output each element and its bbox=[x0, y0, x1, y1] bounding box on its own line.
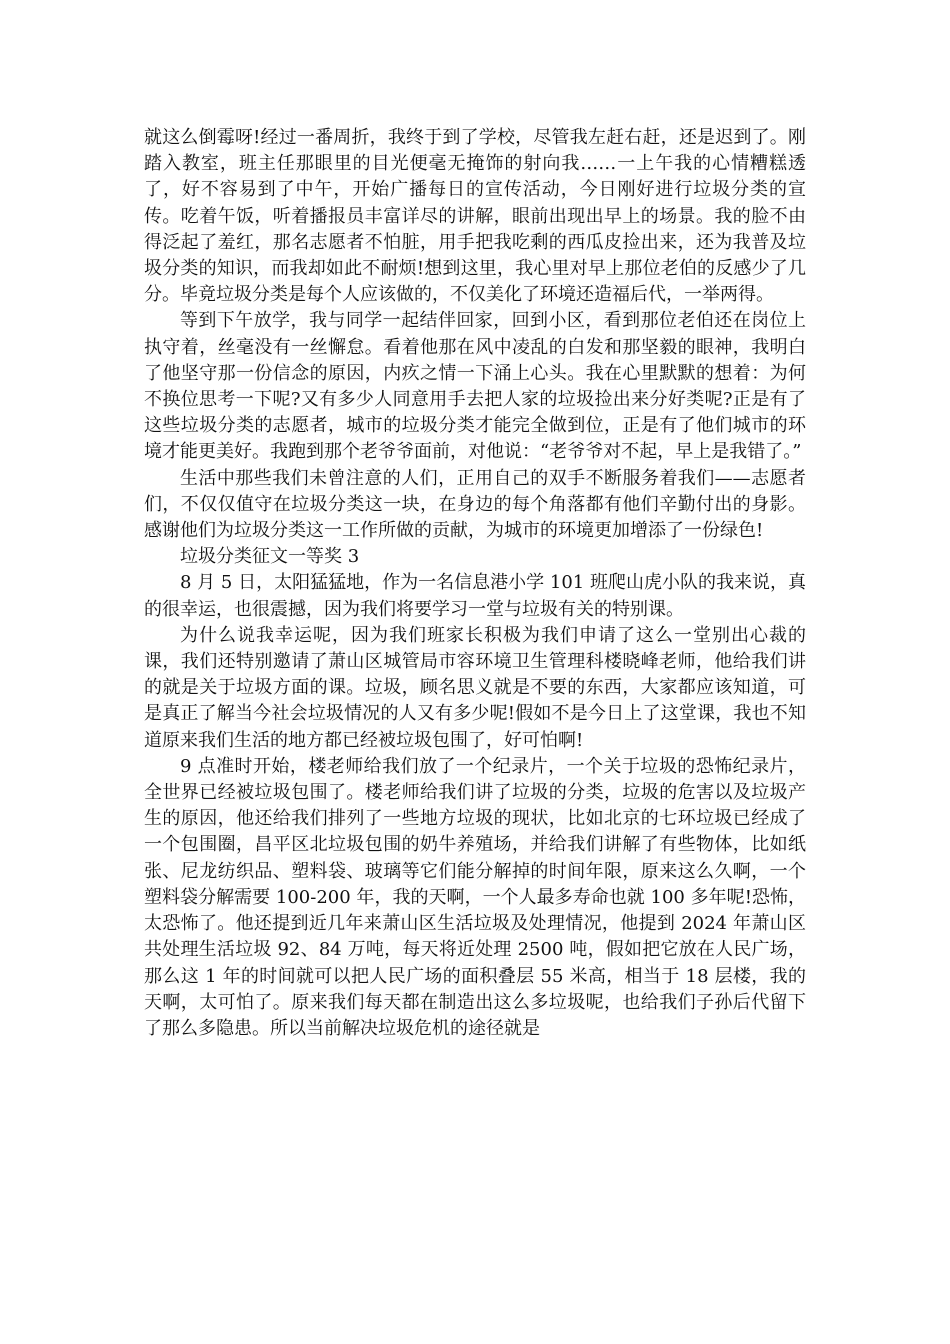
paragraph-documentary: 9 点准时开始，楼老师给我们放了一个纪录片，一个关于垃圾的恐怖纪录片，全世界已经被垃圾包围了。楼老师给我们讲了垃圾的分类，垃圾的危害以及垃圾产生的原因，他还给我们排列了一些地方垃圾的现状，比如北京的七环垃圾已经成了一个包围圈，昌平区北垃圾包围的奶牛养殖场，并给我们讲解了有些物体，比如纸张、尼龙纺织品、塑料袋、玻璃等它们能分解掉的时间年限，原来这么久啊，一个塑料袋分解需要 100-200 年，我的天啊，一个人最多寿命也就 100 多年呢!恐怖，太恐怖了。他还提到近几年来萧山区生活垃圾及处理情况，他提到 2024 年萧山区共处理生活垃圾 92、84 万吨，每天将近处理 2500 吨，假如把它放在人民广场，那么这 1 年的时间就可以把人民广场的面积叠层 55 米高，相当于 18 层楼，我的天啊，太可怕了。原来我们每天都在制造出这么多垃圾呢，也给我们子孙后代留下了那么多隐患。所以当前解决垃圾危机的途径就是 bbox=[144, 755, 806, 1039]
paragraph-lucky: 为什么说我幸运呢，因为我们班家长积极为我们申请了这么一堂别出心裁的课，我们还特别邀请了萧山区城管局市容环境卫生管理科楼晓峰老师，他给我们讲的就是关于垃圾方面的课。垃圾，顾名思义就是不要的东西，大家都应该知道，可是真正了解当今社会垃圾情况的人又有多少呢!假如不是今日上了这堂课，我也不知道原来我们生活的地方都已经被垃圾包围了，好可怕啊! bbox=[144, 624, 806, 751]
paragraph-continuation: 就这么倒霉呀!经过一番周折，我终于到了学校，尽管我左赶右赶，还是迟到了。刚踏入教室，班主任那眼里的目光便毫无掩饰的射向我……一上午我的心情糟糕透了，好不容易到了中午，开始广播每日的宣传活动，今日刚好进行垃圾分类的宣传。吃着午饭，听着播报员丰富详尽的讲解，眼前出现出早上的场景。我的脸不由得泛起了羞红，那名志愿者不怕脏，用手把我吃剩的西瓜皮捡出来，还为我普及垃圾分类的知识，而我却如此不耐烦!想到这里，我心里对早上那位老伯的反感少了几分。毕竟垃圾分类是每个人应该做的，不仅美化了环境还造福后代，一举两得。 bbox=[144, 127, 806, 306]
paragraph-volunteers: 生活中那些我们未曾注意的人们，正用自己的双手不断服务着我们——志愿者们，不仅仅值守在垃圾分类这一块，在身边的每个角落都有他们辛勤付出的身影。感谢他们为垃圾分类这一工作所做的贡献，为城市的环境更加增添了一份绿色! bbox=[144, 467, 806, 542]
paragraph-august: 8 月 5 日，太阳猛猛地，作为一名信息港小学 101 班爬山虎小队的我来说，真的很幸运，也很震撼，因为我们将要学习一堂与垃圾有关的特别课。 bbox=[144, 572, 806, 620]
paragraph-after-school: 等到下午放学，我与同学一起结伴回家，回到小区，看到那位老伯还在岗位上执守着，丝毫没有一丝懈怠。看着他那在风中凌乱的白发和那坚毅的眼神，我明白了他坚守那一份信念的原因，内疚之情一下涌上心头。我在心里默默的想着：为何不换位思考一下呢?又有多少人同意用手去把人家的垃圾捡出来分好类呢?正是有了这些垃圾分类的志愿者，城市的垃圾分类才能完全做到位，正是有了他们城市的环境才能更美好。我跑到那个老爷爷面前，对他说：“老爷爷对不起，早上是我错了。” bbox=[144, 310, 806, 463]
document-page bbox=[144, 125, 806, 1042]
section-heading: 垃圾分类征文一等奖 3 bbox=[180, 546, 360, 568]
